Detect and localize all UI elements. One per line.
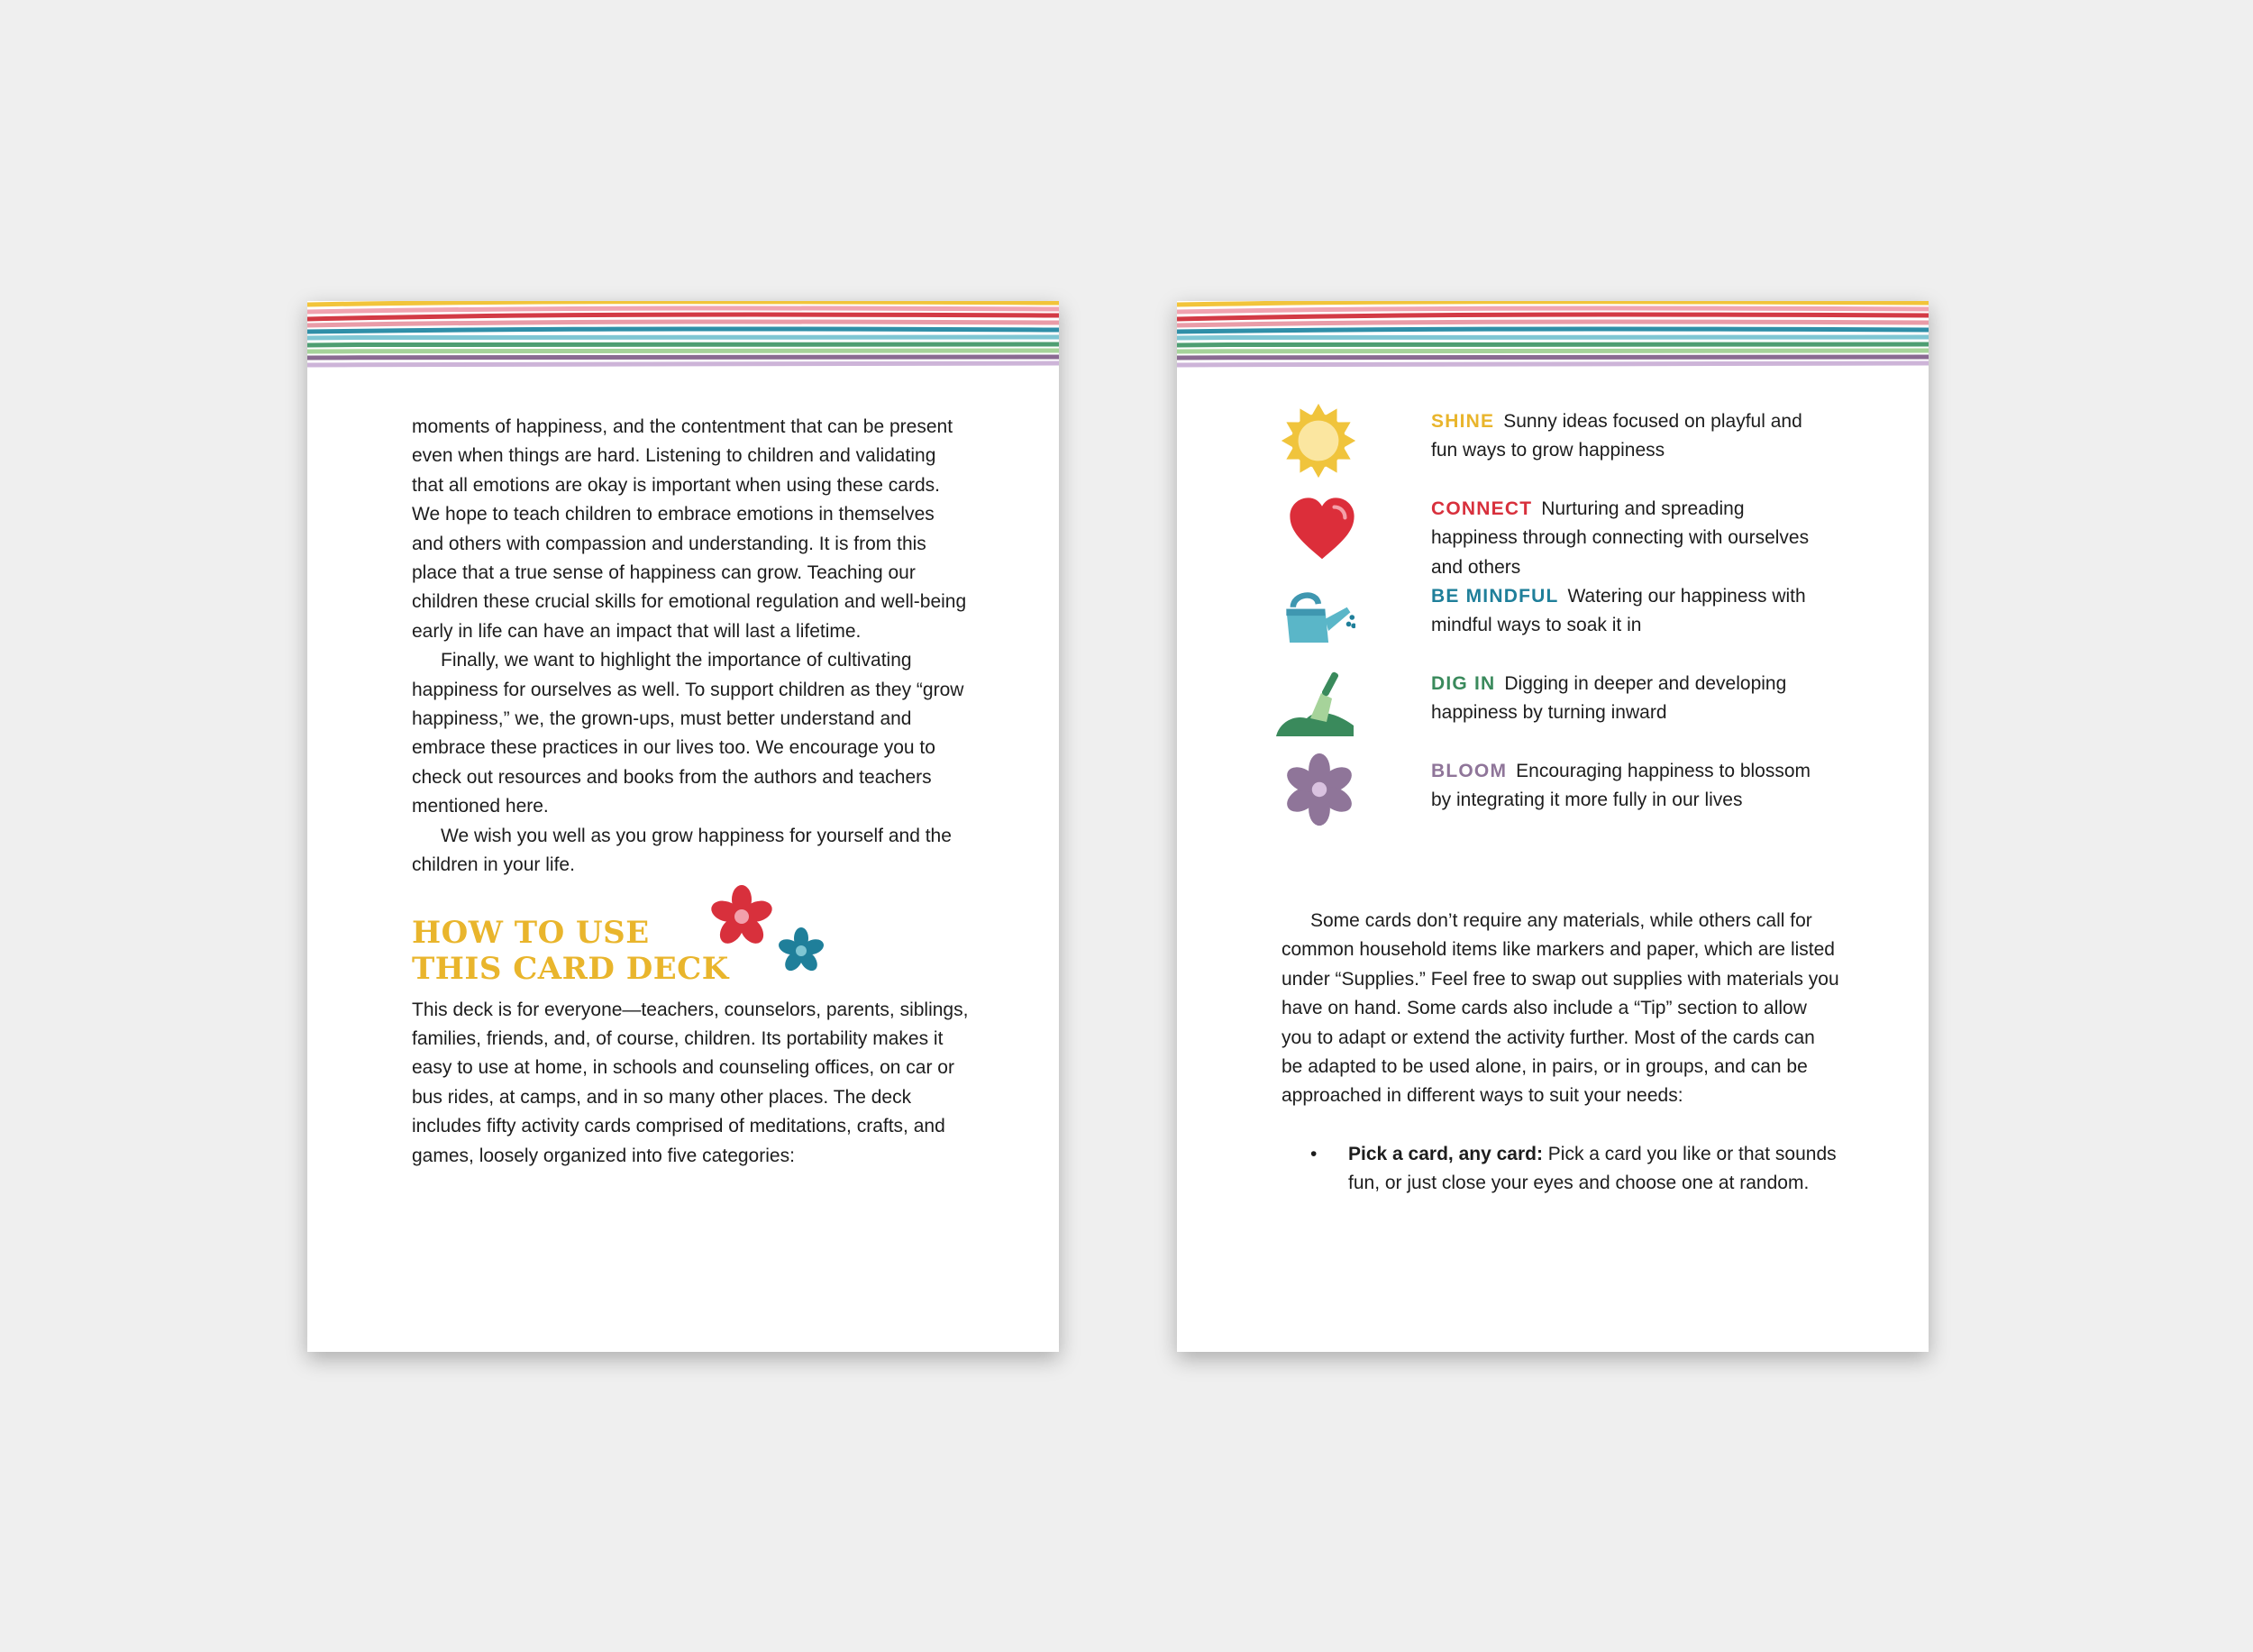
stripe-purple xyxy=(307,357,1059,358)
watering-can-icon xyxy=(1278,579,1355,656)
category-connect-text xyxy=(1431,495,1828,582)
rainbow-stripes xyxy=(307,301,1059,373)
stripe-pink xyxy=(307,308,1059,312)
category-bloom-description: Encouraging happiness to blossom by integrating it more fully in our lives xyxy=(1431,761,1811,811)
category-be-mindful-text xyxy=(1431,582,1828,641)
stripe-rose xyxy=(307,322,1059,325)
left-page xyxy=(307,301,1059,1352)
supplies-paragraph: Some cards don’t require any materials, while others call for common household items like markers and paper, which are listed under “Supplies.” Feel free to swap out supplies with materials you have on hand. Some cards also include a “Tip” section to allow you to adapt or extend the activity further. Most of the cards can be adapted to be used alone, in pairs, or in groups, and can be approached in different ways to suit your needs: xyxy=(1282,910,1839,1107)
category-be-mindful xyxy=(1278,582,1855,670)
category-dig-in xyxy=(1278,670,1855,757)
category-shine-description: Sunny ideas focused on playful and fun ways to grow happiness xyxy=(1431,411,1802,461)
stripe-yellow xyxy=(307,302,1059,305)
right-page xyxy=(1177,301,1929,1352)
category-connect-label: CONNECT xyxy=(1431,498,1533,519)
red-flower-icon xyxy=(708,885,774,948)
intro-paragraph: This deck is for everyone—teachers, counselors, parents, siblings, families, friends, and, of course, children. Its portability makes it easy to use at home, in schools and counseling offices, on car or bus rides, at camps, and in so many other places. The deck includes fifty activity cards comprised of meditations, crafts, and games, loosely organized into five categories: xyxy=(412,999,969,1166)
category-connect-description: Nurturing and spreading happiness through connecting with ourselves and others xyxy=(1431,498,1810,578)
stripe-green xyxy=(1177,343,1929,345)
stripe-red xyxy=(1177,315,1929,319)
category-be-mindful-description: Watering our happiness with mindful ways to soak it in xyxy=(1431,586,1806,636)
category-bloom-text xyxy=(1431,757,1828,816)
category-dig-in-text xyxy=(1431,670,1828,728)
list-item xyxy=(1282,1140,1840,1199)
flower-icon xyxy=(1282,752,1357,827)
stripe-green xyxy=(307,343,1059,345)
category-dig-in-description: Digging in deeper and developing happiness by turning inward xyxy=(1431,673,1787,724)
category-shine xyxy=(1278,407,1855,495)
left-page-content xyxy=(412,413,971,1171)
category-bloom-label: BLOOM xyxy=(1431,761,1508,781)
category-be-mindful-label: BE MINDFUL xyxy=(1431,586,1559,607)
paragraph-3: We wish you well as you grow happiness for yourself and the children in your life. xyxy=(412,825,952,876)
stripe-lavender xyxy=(307,363,1059,365)
trowel-icon xyxy=(1274,662,1357,745)
flowers-icon xyxy=(706,879,832,978)
stripe-light-blue xyxy=(307,336,1059,338)
stripe-red xyxy=(307,315,1059,319)
category-bloom xyxy=(1278,757,1855,844)
stripe-pink xyxy=(1177,308,1929,312)
category-dig-in-label: DIG IN xyxy=(1431,673,1496,694)
category-connect xyxy=(1278,495,1855,582)
rainbow-stripes xyxy=(1177,301,1929,373)
category-list xyxy=(1278,407,1855,844)
stripe-purple xyxy=(1177,357,1929,358)
usage-list xyxy=(1282,1140,1840,1199)
blue-flower-icon xyxy=(777,927,825,974)
stripe-yellow xyxy=(1177,302,1929,305)
paragraph-1: moments of happiness, and the contentment that can be present even when things are hard. Listening to children and validating that all emotions are okay is important when using these cards. We hope to teach children to embrace emotions in themselves and others with compassion and understanding. It is from this place that a true sense of happiness can grow. Teaching our children these crucial skills for emotional regulation and well-being early in life can have an impact that will last a lifetime. xyxy=(412,416,967,642)
section-heading xyxy=(412,915,772,987)
list-item-text: Pick a card you like or that sounds fun, or just close your eyes and choose one at random. xyxy=(1348,1143,1837,1194)
heart-icon xyxy=(1287,495,1357,565)
bullet-marker: • xyxy=(1310,1143,1318,1164)
heading-line-2: THIS CARD DECK xyxy=(412,950,729,987)
paragraph-2: Finally, we want to highlight the importance of cultivating happiness for ourselves as well. To support children as they “grow happiness,” we, the grown-ups, must better understand and embrace these practices in our lives too. We encourage you to check out resources and books from the authors and teachers mentioned here. xyxy=(412,650,964,817)
heading-line-1: HOW TO USE xyxy=(412,914,650,951)
stripe-light-blue xyxy=(1177,336,1929,338)
stripe-teal xyxy=(307,329,1059,332)
category-shine-text xyxy=(1431,407,1828,466)
stripe-lavender xyxy=(1177,363,1929,365)
stripe-teal xyxy=(1177,329,1929,332)
list-item-title: Pick a card, any card: xyxy=(1348,1143,1543,1164)
stripe-rose xyxy=(1177,322,1929,325)
sun-icon xyxy=(1280,402,1357,479)
right-page-body xyxy=(1282,907,1840,1199)
category-shine-label: SHINE xyxy=(1431,411,1495,432)
